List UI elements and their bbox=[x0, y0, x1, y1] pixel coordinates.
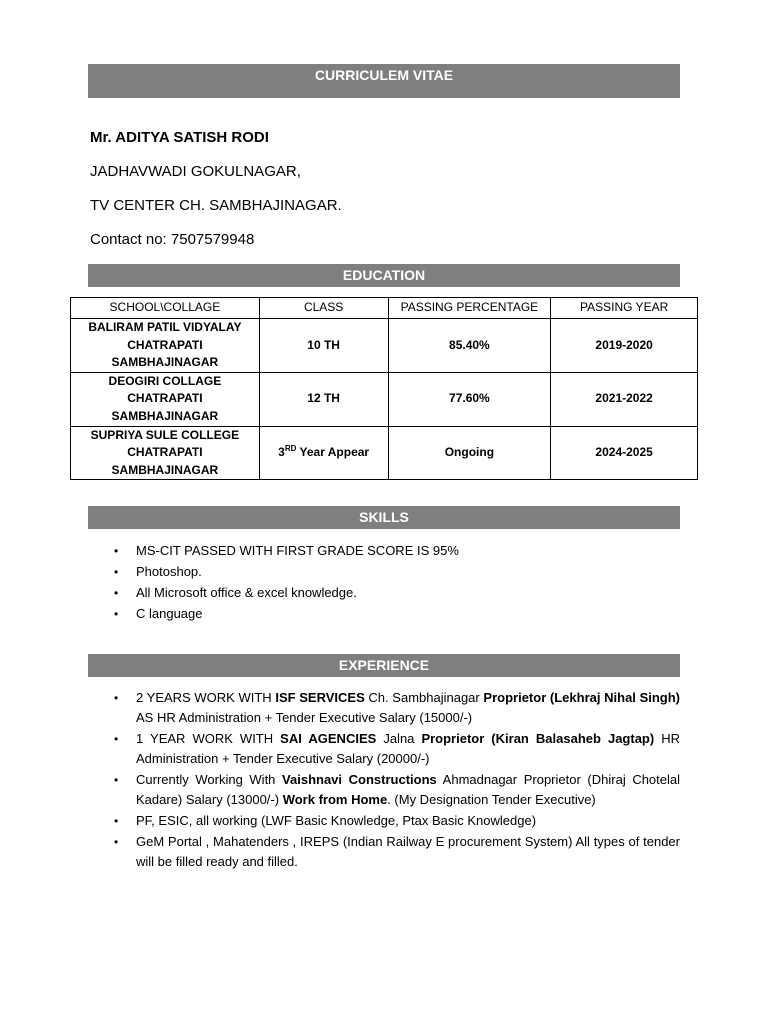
experience-heading: EXPERIENCE bbox=[338, 657, 430, 673]
text-run: . (My Designation Tender Executive) bbox=[387, 792, 596, 807]
school-line: DEOGIRI COLLAGE bbox=[108, 373, 222, 388]
skills-heading-bar bbox=[88, 506, 680, 529]
list-item bbox=[112, 583, 680, 604]
cv-title: CURRICULEM VITAE bbox=[314, 67, 454, 83]
experience-list bbox=[112, 688, 680, 873]
company-name: SAI AGENCIES bbox=[280, 731, 377, 746]
bullet-icon: • bbox=[114, 586, 119, 600]
column-header: PASSING YEAR bbox=[551, 298, 698, 319]
text-run: HR Administration + Tender Executive Salary (20000/-) bbox=[136, 731, 681, 766]
skill-text: C language bbox=[136, 606, 203, 621]
school-line: SUPRIYA SULE COLLEGE bbox=[90, 427, 240, 442]
skill-text: MS-CIT PASSED WITH FIRST GRADE SCORE IS 95% bbox=[136, 543, 459, 558]
experience-text bbox=[136, 772, 680, 807]
list-item bbox=[112, 770, 680, 810]
proprietor-name: Proprietor (Lekhraj Nihal Singh) bbox=[483, 690, 681, 705]
list-item bbox=[112, 729, 680, 769]
text-run: Ch. Sambhajinagar bbox=[364, 690, 484, 705]
company-name: Vaishnavi Constructions bbox=[282, 772, 437, 787]
text-run: Ahmadnagar Proprietor (Dhiraj Chotelal Kadare) Salary (13000/-) bbox=[136, 772, 681, 807]
skill-text: All Microsoft office & excel knowledge. bbox=[136, 585, 357, 600]
list-item bbox=[112, 688, 680, 728]
education-heading-bar bbox=[88, 264, 680, 287]
bullet-icon: • bbox=[114, 835, 119, 849]
skill-text: Photoshop. bbox=[136, 564, 202, 579]
text-run: Currently Working With bbox=[136, 772, 283, 787]
class-ordinal-suffix: RD bbox=[284, 444, 297, 454]
bullet-icon: • bbox=[114, 607, 119, 621]
school-line: CHATRAPATI bbox=[127, 391, 203, 406]
year-cell: 2024-2025 bbox=[551, 426, 698, 480]
class-cell: 10 TH bbox=[259, 319, 388, 373]
school-line: CHATRAPATI bbox=[127, 445, 203, 460]
bullet-icon: • bbox=[114, 814, 119, 828]
percentage-cell: 85.40% bbox=[388, 319, 551, 373]
school-cell bbox=[71, 372, 260, 426]
column-header: CLASS bbox=[259, 298, 388, 319]
percentage-cell: 77.60% bbox=[388, 372, 551, 426]
contact-number: Contact no: 7507579948 bbox=[90, 231, 255, 248]
class-number: 3 bbox=[278, 445, 285, 460]
school-cell bbox=[71, 426, 260, 480]
bullet-icon: • bbox=[114, 732, 119, 746]
education-table bbox=[70, 297, 698, 480]
school-line: BALIRAM PATIL VIDYALAY bbox=[88, 320, 242, 334]
list-item bbox=[112, 811, 680, 831]
percentage-cell: Ongoing bbox=[388, 426, 551, 480]
list-item bbox=[112, 604, 680, 625]
bullet-icon: • bbox=[114, 565, 119, 579]
work-mode: Work from Home bbox=[282, 792, 388, 807]
candidate-name: Mr. ADITYA SATISH RODI bbox=[90, 129, 269, 146]
school-cell bbox=[71, 319, 260, 373]
experience-text: GeM Portal , Mahatenders , IREPS (Indian Railway E procurement System) All types of tender will be filled ready and filled. bbox=[136, 834, 680, 869]
skills-heading: SKILLS bbox=[359, 509, 409, 525]
bullet-icon: • bbox=[114, 691, 119, 705]
class-text: Year Appear bbox=[296, 445, 370, 460]
address-line-1: JADHAVWADI GOKULNAGAR, bbox=[90, 163, 301, 180]
bullet-icon: • bbox=[114, 544, 119, 558]
column-header: SCHOOL\COLLAGE bbox=[71, 298, 260, 319]
education-heading: EDUCATION bbox=[342, 267, 426, 283]
table-row bbox=[71, 319, 698, 373]
class-cell: 12 TH bbox=[259, 372, 388, 426]
table-row bbox=[71, 372, 698, 426]
school-line: SAMBHAJINAGAR bbox=[111, 408, 219, 423]
class-cell bbox=[259, 426, 388, 480]
list-item bbox=[112, 541, 680, 562]
school-line: SAMBHAJINAGAR bbox=[111, 355, 219, 370]
table-row bbox=[71, 426, 698, 480]
year-cell: 2019-2020 bbox=[551, 319, 698, 373]
cv-title-bar bbox=[88, 64, 680, 98]
column-header: PASSING PERCENTAGE bbox=[388, 298, 551, 319]
year-cell: 2021-2022 bbox=[551, 372, 698, 426]
school-line: SAMBHAJINAGAR bbox=[111, 462, 219, 477]
school-line: CHATRAPATI bbox=[127, 337, 203, 352]
proprietor-name: Proprietor (Kiran Balasaheb Jagtap) bbox=[421, 731, 655, 746]
table-header-row bbox=[71, 298, 698, 319]
bullet-icon: • bbox=[114, 773, 119, 787]
experience-heading-bar bbox=[88, 654, 680, 677]
list-item bbox=[112, 832, 680, 872]
text-run: 2 YEARS WORK WITH bbox=[136, 690, 276, 705]
address-line-2: TV CENTER CH. SAMBHAJINAGAR. bbox=[90, 197, 342, 214]
experience-text bbox=[136, 731, 680, 766]
text-run: Jalna bbox=[376, 731, 422, 746]
company-name: ISF SERVICES bbox=[275, 690, 365, 705]
skills-list bbox=[112, 541, 680, 625]
text-run: 1 YEAR WORK WITH bbox=[136, 731, 281, 746]
list-item bbox=[112, 562, 680, 583]
text-run: AS HR Administration + Tender Executive Salary (15000/-) bbox=[136, 710, 473, 725]
experience-text bbox=[136, 690, 680, 725]
experience-text: PF, ESIC, all working (LWF Basic Knowledge, Ptax Basic Knowledge) bbox=[136, 813, 537, 828]
